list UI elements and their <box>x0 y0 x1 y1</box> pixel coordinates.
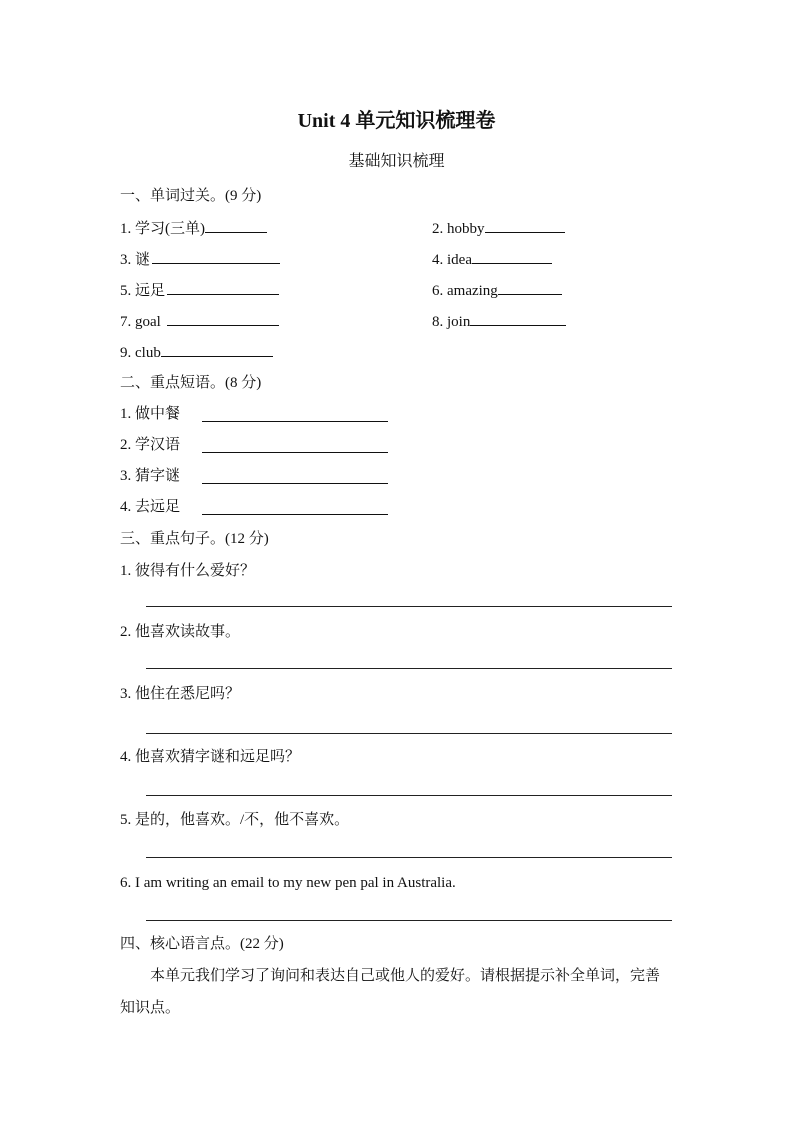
phrase-item-4 <box>120 497 180 517</box>
sentence-item-3: 3. 他住在悉尼吗？ <box>120 686 241 702</box>
phrase-item-3 <box>120 466 180 486</box>
answer-line[interactable] <box>146 857 672 858</box>
section-3-heading: 三、重点句子。(12 分) <box>120 531 269 547</box>
answer-blank[interactable] <box>498 280 562 295</box>
answer-blank[interactable] <box>205 218 267 233</box>
answer-line[interactable] <box>146 795 672 796</box>
section-4-heading: 四、核心语言点。(22 分) <box>120 936 284 952</box>
sentence-item-4: 4. 他喜欢猜字谜和远足吗？ <box>120 749 301 765</box>
answer-blank[interactable] <box>470 311 566 326</box>
phrase-item-label: 4. 去远足 <box>120 499 181 515</box>
answer-blank[interactable] <box>167 311 279 326</box>
word-item-label: 9. club <box>120 345 161 361</box>
page-subtitle: 基础知识梳理 <box>348 153 445 170</box>
word-item-4 <box>432 249 552 270</box>
word-item-label: 8. join <box>432 314 471 330</box>
phrase-item-label: 3. 猜字谜 <box>120 468 181 484</box>
word-item-label: 6. amazing <box>432 283 498 299</box>
answer-line[interactable] <box>146 733 672 734</box>
word-item-7 <box>120 311 279 332</box>
answer-blank[interactable] <box>202 483 388 484</box>
section-4-paragraph: 本单元我们学习了询问和表达自己或他人的爱好。请根据提示补全单词，完善知识点。 <box>120 968 661 1016</box>
word-item-2 <box>432 218 565 239</box>
section-1-heading: 一、单词过关。(9 分) <box>120 188 262 204</box>
answer-blank[interactable] <box>485 218 565 233</box>
phrase-item-2 <box>120 435 180 455</box>
word-item-6 <box>432 280 562 301</box>
page-title: Unit 4 单元知识梳理卷 <box>297 110 496 132</box>
answer-blank[interactable] <box>202 421 388 422</box>
answer-blank[interactable] <box>202 514 388 515</box>
word-item-3 <box>120 249 280 270</box>
phrase-item-label: 2. 学汉语 <box>120 437 181 453</box>
answer-line[interactable] <box>146 920 672 921</box>
word-item-8 <box>432 311 566 332</box>
answer-blank[interactable] <box>152 249 280 264</box>
sentence-item-5: 5. 是的，他喜欢。/不，他不喜欢。 <box>120 812 350 828</box>
answer-blank[interactable] <box>161 342 273 357</box>
answer-line[interactable] <box>146 606 672 607</box>
answer-blank[interactable] <box>167 280 279 295</box>
phrase-item-label: 1. 做中餐 <box>120 406 181 422</box>
word-item-label: 5. 远足 <box>120 283 166 299</box>
answer-blank[interactable] <box>202 452 388 453</box>
word-item-label: 2. hobby <box>432 221 485 237</box>
word-item-1 <box>120 218 267 239</box>
section-2-heading: 二、重点短语。(8 分) <box>120 375 262 391</box>
phrase-item-1 <box>120 404 180 424</box>
word-item-label: 7. goal <box>120 314 161 330</box>
sentence-item-1: 1. 彼得有什么爱好？ <box>120 563 256 579</box>
word-item-label: 1. 学习(三单) <box>120 221 205 237</box>
word-item-label: 3. 谜 <box>120 252 151 268</box>
answer-blank[interactable] <box>472 249 552 264</box>
answer-line[interactable] <box>146 668 672 669</box>
sentence-item-2: 2. 他喜欢读故事。 <box>120 624 241 640</box>
word-item-5 <box>120 280 279 301</box>
word-item-label: 4. idea <box>432 252 472 268</box>
sentence-item-6: 6. I am writing an email to my new pen pal in Australia. <box>120 875 456 891</box>
word-item-9 <box>120 342 273 363</box>
